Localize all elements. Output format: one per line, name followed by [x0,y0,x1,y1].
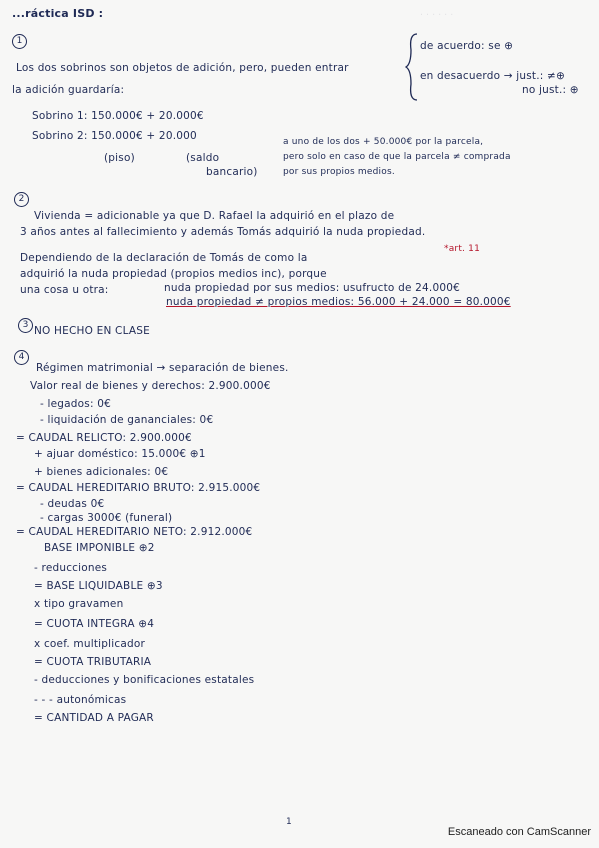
s2-article-note: *art. 11 [444,244,481,254]
s1-label-piso: (piso) [104,152,135,164]
s4-line-3: - legados: 0€ [40,398,111,410]
s4-line-8: = CAUDAL HEREDITARIO BRUTO: 2.915.000€ [16,482,261,494]
s4-line-17: x coef. multiplicador [34,638,145,650]
s1-note-2: pero solo en caso de que la parcela ≠ comprada [283,152,511,162]
s4-line-16: = CUOTA INTEGRA ⊕4 [34,618,155,630]
s4-line-18: = CUOTA TRIBUTARIA [34,656,152,668]
s4-line-5: = CAUDAL RELICTO: 2.900.000€ [16,432,192,444]
s4-line-14: = BASE LIQUIDABLE ⊕3 [34,580,163,592]
brace-agree: de acuerdo: se ⊕ [420,40,514,52]
s4-line-11: = CAUDAL HEREDITARIO NETO: 2.912.000€ [16,526,253,538]
s1-note-3: por sus propios medios. [283,167,395,177]
s2-line-1: Vivienda = adicionable ya que D. Rafael la adquirió en el plazo de [34,210,395,222]
s2-line-3: Dependiendo de la declaración de Tomás de como la [20,252,308,264]
s2-line-5: una cosa u otra: [20,284,109,296]
s4-line-2: Valor real de bienes y derechos: 2.900.000€ [30,380,271,392]
s4-line-7: + bienes adicionales: 0€ [34,466,169,478]
s2-line-2: 3 años antes al fallecimiento y además Tomás adquirió la nuda propiedad. [20,226,426,238]
s1-label-saldo: (saldo [186,152,220,164]
s1-line-2: la adición guardaría: [12,84,125,96]
s4-line-19: - deducciones y bonificaciones estatales [34,674,255,686]
s4-line-1: Régimen matrimonial → separación de bienes. [36,362,289,374]
s4-line-10: - cargas 3000€ (funeral) [40,512,173,524]
s1-note-1: a uno de los dos + 50.000€ por la parcela, [283,137,484,147]
s1-sobrino-2: Sobrino 2: 150.000€ + 20.000 [32,130,197,142]
s1-line-1: Los dos sobrinos son objetos de adición, pero, pueden entrar [16,62,349,74]
s1-label-bancario: bancario) [206,166,258,178]
s1-sobrino-1: Sobrino 1: 150.000€ + 20.000€ [32,110,204,122]
camscanner-watermark: Escaneado con CamScanner [447,826,591,838]
s4-line-9: - deudas 0€ [40,498,105,510]
page-title: ...ráctica ISD : [12,7,104,20]
s4-line-12: BASE IMPONIBLE ⊕2 [44,542,155,554]
page-mark: 1 [286,817,292,827]
s2-line-7: nuda propiedad ≠ propios medios: 56.000 + 24.000 = 80.000€ [166,296,511,308]
s2-line-6: nuda propiedad por sus medios: usufructo de 24.000€ [164,282,460,294]
s3-line-1: NO HECHO EN CLASE [34,325,150,337]
brace-disagree: en desacuerdo → just.: ≠⊕ [420,70,566,82]
s2-line-4: adquirió la nuda propiedad (propios medios inc), porque [20,268,327,280]
s4-line-4: - liquidación de gananciales: 0€ [40,414,214,426]
curly-brace-icon [405,32,419,102]
section-number-4: 4 [14,350,29,365]
section-number-3: 3 [18,318,33,333]
section-number-2: 2 [14,192,29,207]
s4-line-20: - - - autonómicas [34,694,127,706]
s4-line-6: + ajuar doméstico: 15.000€ ⊕1 [34,448,206,460]
s4-line-13: - reducciones [34,562,108,574]
bleed-through-text: · · · · · · [420,10,454,21]
s4-line-15: x tipo gravamen [34,598,124,610]
brace-no-just: no just.: ⊕ [522,84,579,96]
section-number-1: 1 [12,34,27,49]
s4-line-21: = CANTIDAD A PAGAR [34,712,154,724]
